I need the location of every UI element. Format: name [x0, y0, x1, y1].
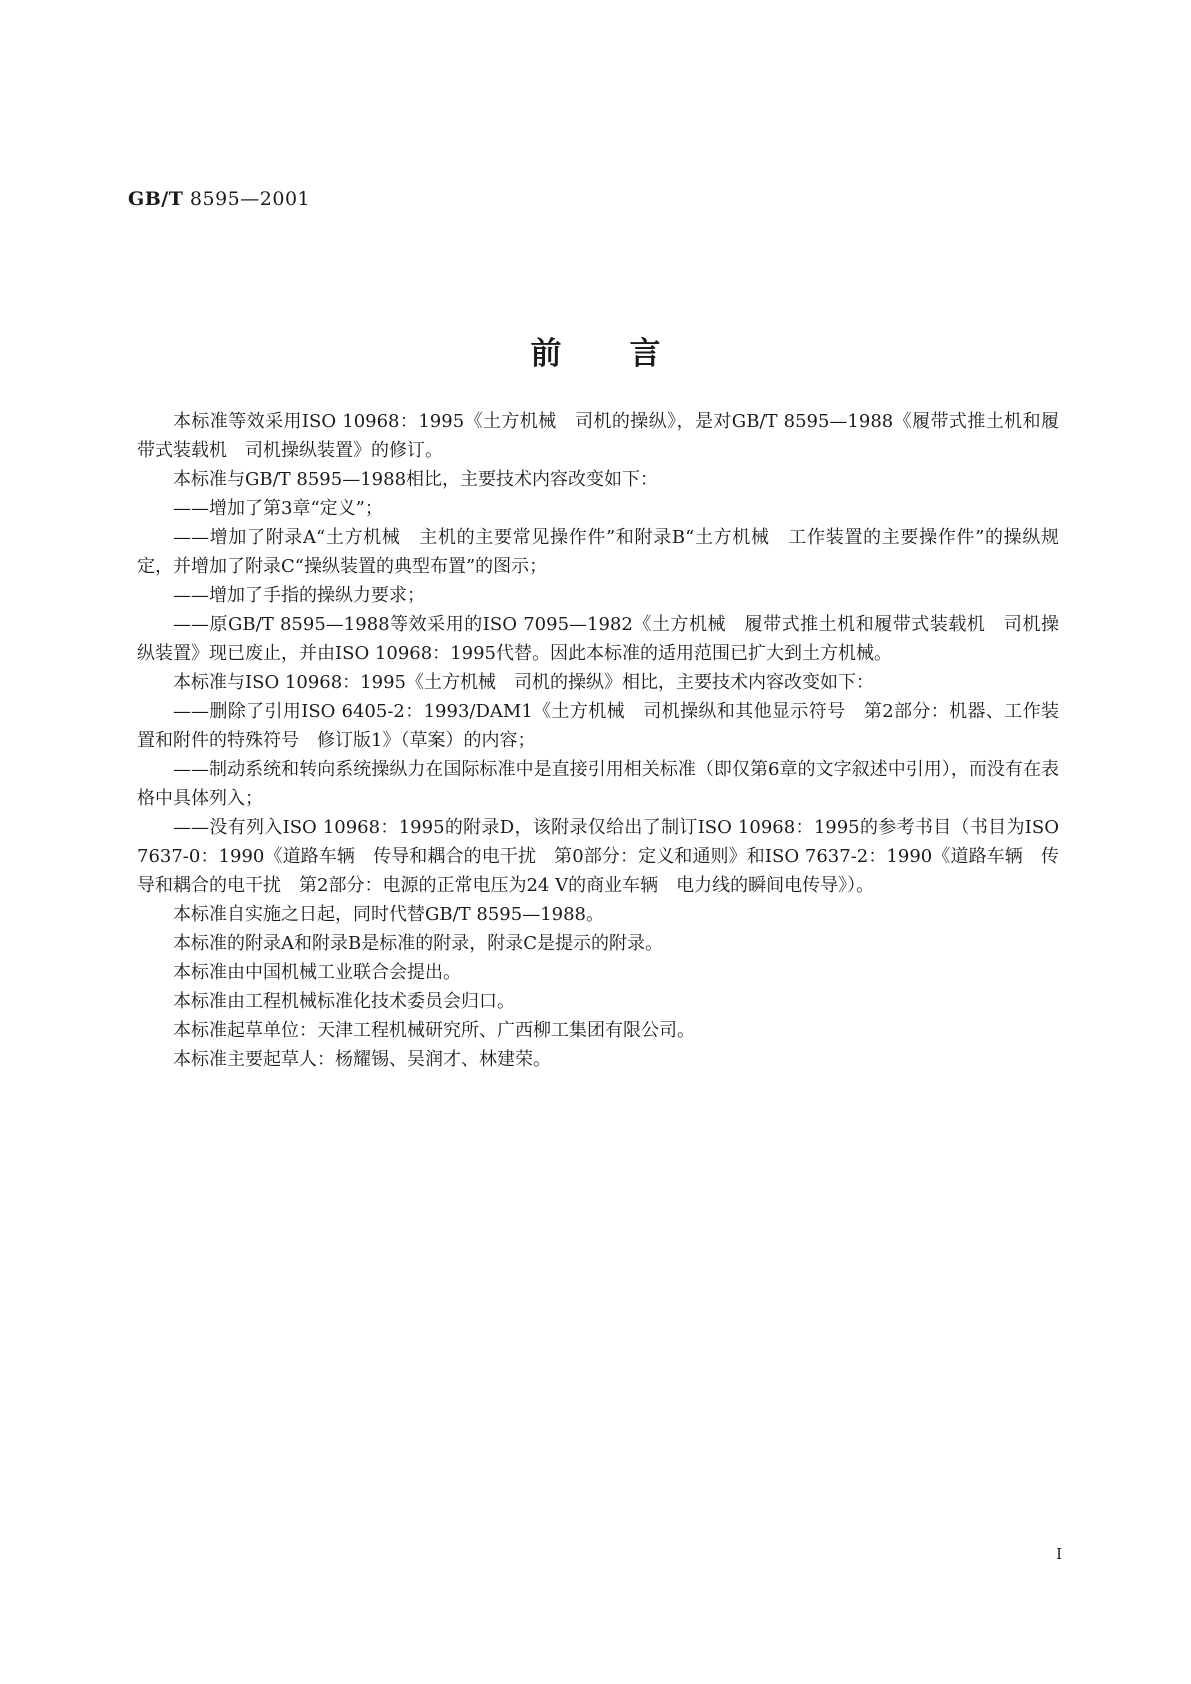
- paragraph: 本标准由工程机械标准化技术委员会归口。: [173, 991, 515, 1012]
- page-title: 前言: [530, 336, 729, 372]
- paragraph: ——增加了第3章“定义”；: [173, 498, 383, 519]
- standard-number: [128, 188, 310, 210]
- paragraph: ——没有列入ISO 10968：1995的附录D，该附录仅给出了制订ISO 10968：1995的参考书目（书目为ISO 7637-0：1990《道路车辆 传导和耦合的电干扰 第0部分：定义和通则》和ISO 7637-2：1990《道路车辆 传导和耦合的电干扰 第2部分：电源的正常电压为24 V的商业车辆 电力线的瞬间电传导》）。: [137, 817, 1059, 896]
- standard-prefix: GB/T: [128, 188, 184, 210]
- paragraph: 本标准起草单位：天津工程机械研究所、广西柳工集团有限公司。: [173, 1020, 695, 1041]
- paragraph: 本标准与GB/T 8595—1988相比，主要技术内容改变如下：: [173, 469, 659, 490]
- paragraph: ——增加了附录A“土方机械 主机的主要常见操作件”和附录B“土方机械 工作装置的主要操作件”的操纵规定，并增加了附录C“操纵装置的典型布置”的图示；: [137, 527, 1059, 577]
- paragraph: 本标准等效采用ISO 10968：1995《土方机械 司机的操纵》，是对GB/T 8595—1988《履带式推土机和履带式装载机 司机操纵装置》的修订。: [137, 411, 1059, 461]
- page-number: I: [1056, 1545, 1062, 1563]
- paragraph: ——原GB/T 8595—1988等效采用的ISO 7095—1982《土方机械 履带式推土机和履带式装载机 司机操纵装置》现已废止，并由ISO 10968：1995代替。因此本标准的适用范围已扩大到土方机械。: [137, 614, 1059, 664]
- paragraph: ——增加了手指的操纵力要求；: [173, 585, 425, 606]
- paragraph: 本标准主要起草人：杨耀锡、吴润才、林建荣。: [173, 1049, 551, 1070]
- foreword-body: [137, 407, 1059, 1074]
- paragraph: 本标准的附录A和附录B是标准的附录，附录C是提示的附录。: [173, 933, 663, 954]
- paragraph: ——删除了引用ISO 6405-2：1993/DAM1《土方机械 司机操纵和其他显示符号 第2部分：机器、工作装置和附件的特殊符号 修订版1》（草案）的内容；: [137, 701, 1059, 751]
- standard-code: 8595—2001: [183, 188, 311, 210]
- paragraph: ——制动系统和转向系统操纵力在国际标准中是直接引用相关标准（即仅第6章的文字叙述中引用），而没有在表格中具体列入；: [137, 759, 1059, 809]
- paragraph: 本标准由中国机械工业联合会提出。: [173, 962, 461, 983]
- paragraph: 本标准自实施之日起，同时代替GB/T 8595—1988。: [173, 904, 605, 925]
- paragraph: 本标准与ISO 10968：1995《土方机械 司机的操纵》相比，主要技术内容改变如下：: [173, 672, 874, 693]
